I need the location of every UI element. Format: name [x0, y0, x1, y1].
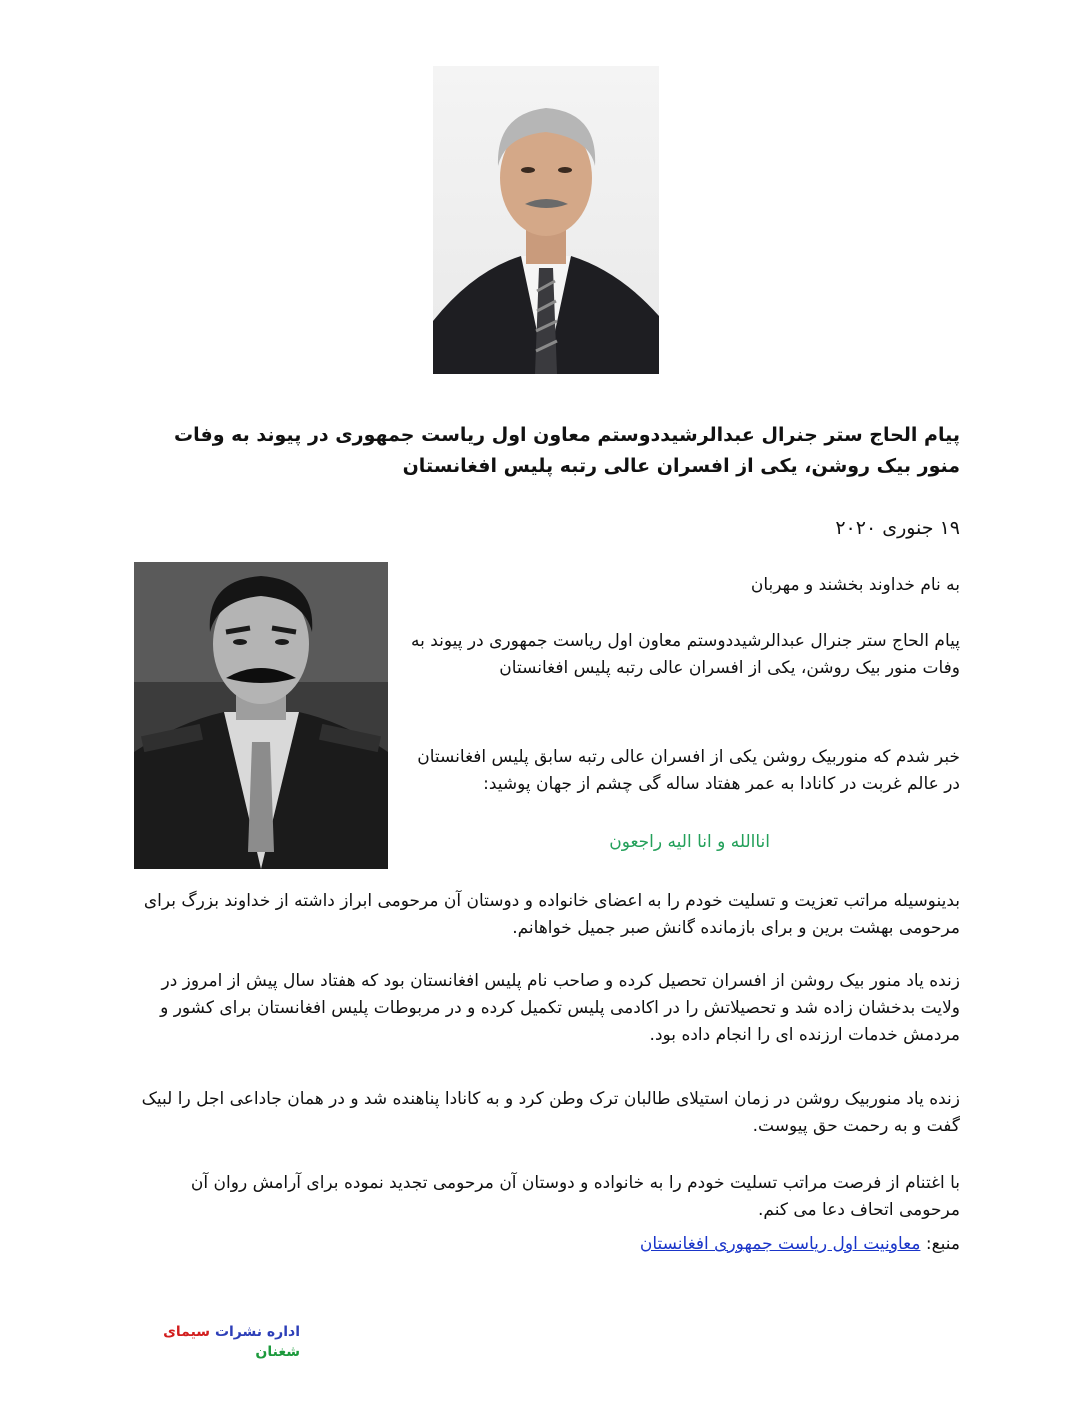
closing-paragraph: با اغتنام از فرصت مراتب تسلیت خودم را به خانواده و دوستان آن مرحومی تجدید نموده برای آرامش روان آن مرحومی اتحاف دعا می کنم. [190, 1173, 960, 1220]
source-label: منبع: [920, 1234, 960, 1254]
source-line [500, 1232, 960, 1256]
exile-paragraph: زنده یاد منوربیک روشن در زمان استیلای طالبان ترک وطن کرد و به کانادا پناهنده شد و در همان جاداعی اجل را لبیک گفت و به رحمت حق پیوست. [141, 1089, 960, 1136]
message-intro-paragraph: پیام الحاج ستر جنرال عبدالرشیددوستم معاون اول ریاست جمهوری در پیوند به وفات منور بیک روشن، یکی از افسران عالی رتبه پلیس افغانستان [410, 631, 960, 678]
bismillah-line: به نام خداوند بخشند و مهربان [750, 575, 960, 595]
date: ۱۹ جنوری ۲۰۲۰ [835, 517, 960, 539]
deceased-photo [134, 562, 388, 869]
condolence-paragraph: بدینوسیله مراتب تعزیت و تسلیت خودم را به اعضای خانواده و دوستان آن مرحومی ابراز داشته از خداوند بزرگ برای مرحومی بهشت برین و برای بازمانده گانش صبر جمیل خواهانم. [143, 891, 960, 938]
footer-shughnan: شغنان [255, 1344, 300, 1360]
source-link[interactable]: معاونیت اول ریاست جمهوری افغانستان [639, 1234, 921, 1254]
footer-credit [120, 1322, 300, 1362]
inna-lillah-line: اناالله و انا الیه راجعون [609, 832, 770, 852]
news-paragraph: خبر شدم که منوربیک روشن یکی از افسران عالی رتبه سابق پلیس افغانستان در عالم غربت در کانادا به عمر هفتاد ساله گی چشم از جهان پوشید: [417, 747, 960, 794]
biography-paragraph: زنده یاد منور بیک روشن از افسران تحصیل کرده و صاحب نام پلیس افغانستان بود که هفتاد سال پیش از امروز در ولایت بدخشان زاده شد و تحصیلاتش را در اکادمی پلیس تکمیل کرده و در مربوطات پلیس افغانستان برای کشور و مردمش خدمات ارزنده ای را انجام داده بود. [160, 971, 960, 1045]
portrait-photo [433, 66, 659, 374]
footer-simay: سیمای [163, 1324, 211, 1340]
footer-publisher: اداره نشرات [214, 1324, 300, 1340]
document-title: پیام الحاج ستر جنرال عبدالرشیددوستم معاون اول ریاست جمهوری در پیوند به وفات منور بیک روشن، یکی از افسران عالی رتبه پلیس افغانستان [174, 424, 960, 477]
